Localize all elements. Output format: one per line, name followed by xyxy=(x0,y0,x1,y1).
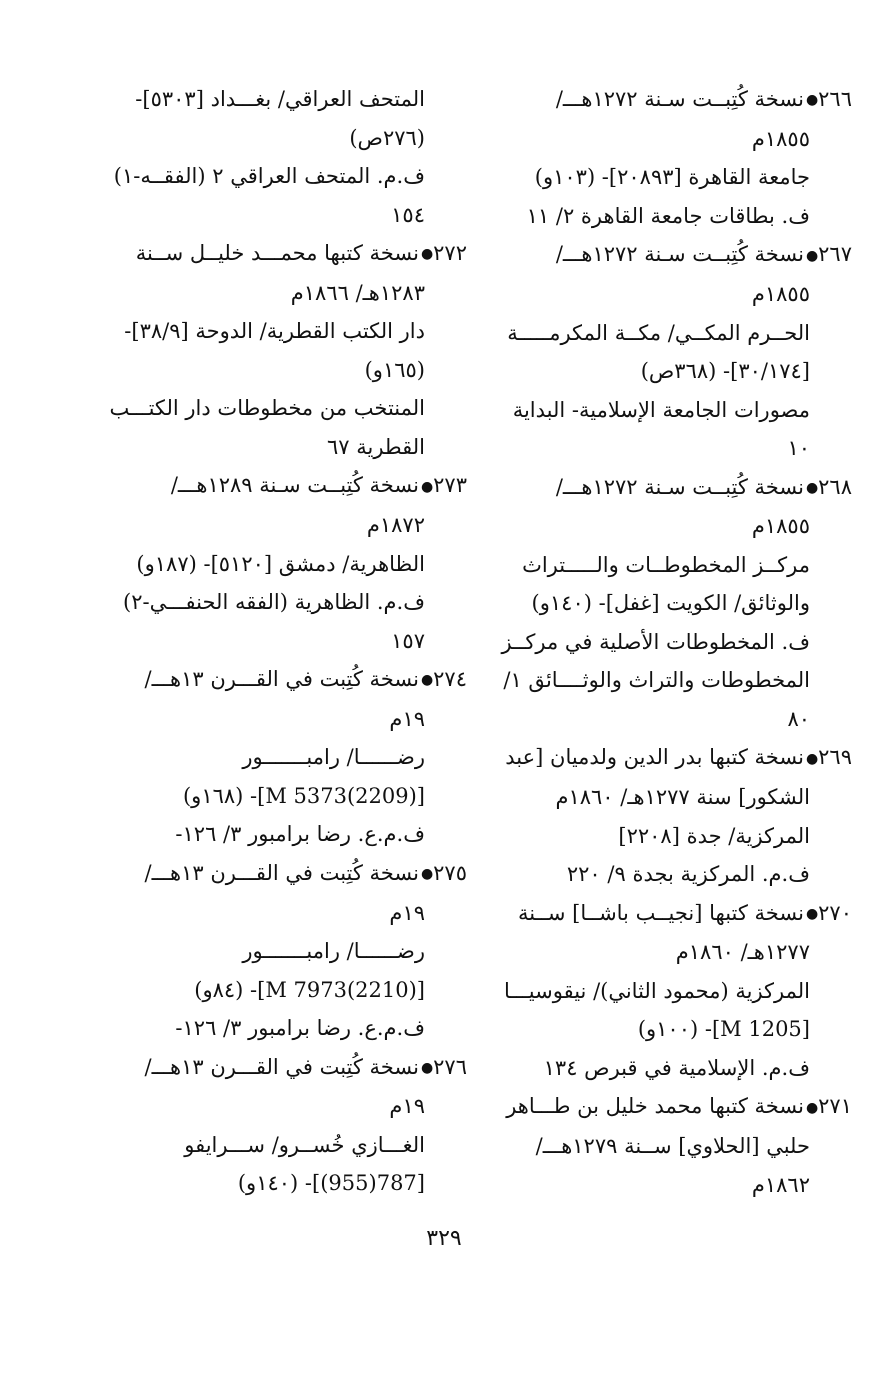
text-line: [M 1205]- (١٠٠و) xyxy=(637,1017,810,1042)
entry-text: نسخة كُتِبــت سـنة ١٢٧٢هـــ/ xyxy=(555,87,804,111)
bullet-icon: ● xyxy=(805,1099,819,1116)
bullet-icon: ● xyxy=(420,672,434,689)
text-line: [٣٠/١٧٤]- (٣٦٨ص) xyxy=(640,359,810,383)
entry-text: نسخة كتبها بدر الدين ولدميان [عبد xyxy=(505,745,804,770)
bullet-icon: ● xyxy=(420,1059,434,1076)
entry-heading-line xyxy=(470,1087,852,1127)
page-number: ٣٢٩ xyxy=(426,1226,462,1251)
text-line: ف.م.ع. رضا برامبور ٣/ ١٢٦- xyxy=(175,822,425,847)
entry-number: ٢٦٦ xyxy=(818,87,852,111)
entry-heading-line xyxy=(470,80,852,120)
text-line: مركــز المخطوطــات والـــــتراث xyxy=(522,552,810,577)
bullet-icon: ● xyxy=(420,866,434,882)
entry-heading-line xyxy=(470,738,852,778)
entry-text: نسخة كُتِبت في القـــرن ١٣هـــ/ xyxy=(144,860,419,885)
entry-number: ٢٦٩ xyxy=(818,745,852,770)
text-line: ١٨٥٥م xyxy=(751,514,810,539)
entry-number: ٢٧٤ xyxy=(433,667,467,691)
bullet-icon: ● xyxy=(420,478,434,495)
text-line: ١٠ xyxy=(787,436,810,460)
text-line: [787(955)]- (١٤٠و) xyxy=(237,1171,425,1196)
entry-heading-line xyxy=(85,466,467,506)
text-line: ١٩م xyxy=(389,1094,425,1119)
text-line: المخطوطات والتراث والوثــــائق ١/ xyxy=(503,668,810,693)
text-line: ١٨٦٢م xyxy=(751,1172,810,1197)
text-line: [M 7973(2210)]- (٨٤و) xyxy=(194,977,425,1002)
text-line: الظاهرية/ دمشق [٥١٢٠]- (١٨٧و) xyxy=(136,551,425,576)
text-line: المنتخب من مخطوطات دار الكتـــب xyxy=(109,396,425,421)
entry-text: نسخة كتبها محمد خليل بن طـــاهر xyxy=(506,1094,804,1119)
text-line: ف.م. الظاهرية (الفقه الحنفـــي-٢) xyxy=(123,590,425,614)
entry-heading-line xyxy=(470,468,852,508)
text-line: القطرية ٦٧ xyxy=(326,434,425,459)
text-line: حلبي [الحلاوي] ســنة ١٢٧٩هـــ/ xyxy=(535,1134,810,1158)
entry-text: نسخة كُتِبت في القـــرن ١٣هـــ/ xyxy=(144,667,419,691)
text-line: رضــــــا/ رامبـــــــور xyxy=(242,939,425,963)
text-line: ١٨٥٥م xyxy=(751,282,810,306)
bullet-icon: ● xyxy=(805,905,819,922)
entry-number: ٢٧٥ xyxy=(433,860,467,885)
text-line: المركزية (محمود الثاني)/ نيقوسيـــا xyxy=(503,978,810,1003)
text-line: ف.م. الإسلامية في قبرص ١٣٤ xyxy=(543,1055,810,1080)
text-line: مصورات الجامعة الإسلامية- البداية xyxy=(512,397,810,422)
text-line: (٢٧٦ص) xyxy=(349,125,425,150)
entry-number: ٢٧٣ xyxy=(433,473,467,498)
text-line: ١٨٥٥م xyxy=(751,126,810,151)
text-line: ٨٠ xyxy=(787,706,810,731)
text-line: ١٩م xyxy=(389,706,425,731)
text-line: (١٦٥و) xyxy=(364,357,425,382)
entry-number: ٢٦٨ xyxy=(818,474,852,499)
bullet-icon: ● xyxy=(805,247,819,264)
entry-heading-line xyxy=(470,235,852,275)
text-line: جامعة القاهرة [٢٠٨٩٣]- (١٠٣و) xyxy=(534,165,810,190)
text-line: ف. بطاقات جامعة القاهرة ٢/ ١١ xyxy=(526,203,810,228)
entry-number: ٢٧٢ xyxy=(433,241,467,265)
entry-number: ٢٧١ xyxy=(818,1094,852,1119)
left-column xyxy=(85,80,467,1203)
text-line: دار الكتب القطرية/ الدوحة [٣٨/٩]- xyxy=(124,319,425,344)
text-line: والوثائق/ الكويت [غفل]- (١٤٠و) xyxy=(531,591,810,616)
entry-text: نسخة كتبها محمـــد خليــل ســنة xyxy=(135,241,419,265)
entry-number: ٢٧٦ xyxy=(433,1054,467,1079)
entry-text: نسخة كُتِبــت سـنة ١٢٧٢هـــ/ xyxy=(555,242,804,267)
text-line: الحــرم المكــي/ مكــة المكرمـــــة xyxy=(507,320,810,345)
text-line: ١٥٧ xyxy=(391,628,425,653)
text-line: ١٩م xyxy=(389,900,425,925)
entry-text: نسخة كُتِبــت سـنة ١٢٨٩هـــ/ xyxy=(170,473,419,498)
entry-heading-line xyxy=(85,234,467,274)
bullet-icon: ● xyxy=(420,246,434,263)
entry-text: نسخة كُتِبــت سـنة ١٢٧٢هـــ/ xyxy=(555,474,804,499)
text-line: ١٢٨٣هـ/ ١٨٦٦م xyxy=(290,280,425,305)
entry-number: ٢٧٠ xyxy=(818,900,852,925)
text-line: ١٥٤ xyxy=(391,202,425,227)
entry-heading-line xyxy=(85,660,467,700)
bullet-icon: ● xyxy=(805,479,819,496)
entry-heading-line xyxy=(85,1048,467,1088)
text-line: ف.م. المركزية بجدة ٩/ ٢٢٠ xyxy=(566,862,810,886)
text-line: ف.م.ع. رضا برامبور ٣/ ١٢٦- xyxy=(175,1016,425,1040)
entry-text: نسخة كتبها [نجيــب باشــا] ســنة xyxy=(518,900,804,925)
text-line: ١٨٧٢م xyxy=(366,513,425,537)
right-column xyxy=(470,80,852,1204)
text-line: المتحف العراقي/ بغـــداد [٥٣٠٣]- xyxy=(135,87,425,111)
text-line: [M 5373(2209)]- (١٦٨و) xyxy=(182,783,425,808)
entry-text: نسخة كُتِبت في القـــرن ١٣هـــ/ xyxy=(144,1054,419,1079)
text-line: رضــــــا/ رامبـــــــور xyxy=(242,745,425,770)
text-line: ف.م. المتحف العراقي ٢ (الفقــه-١) xyxy=(113,164,425,188)
entry-heading-line xyxy=(85,854,467,894)
text-line: ف. المخطوطات الأصلية في مركــز xyxy=(501,629,810,654)
bullet-icon: ● xyxy=(805,750,819,767)
text-line: ١٢٧٧هـ/ ١٨٦٠م xyxy=(675,940,810,965)
bullet-icon: ● xyxy=(805,92,819,109)
text-line: المركزية/ جدة [٢٢٠٨] xyxy=(618,823,810,848)
text-line: الشكور] سنة ١٢٧٧هـ/ ١٨٦٠م xyxy=(555,785,810,809)
entry-number: ٢٦٧ xyxy=(818,242,852,267)
text-line: الغـــازي خُســرو/ ســـرايفو xyxy=(184,1132,425,1157)
entry-heading-line xyxy=(470,894,852,934)
